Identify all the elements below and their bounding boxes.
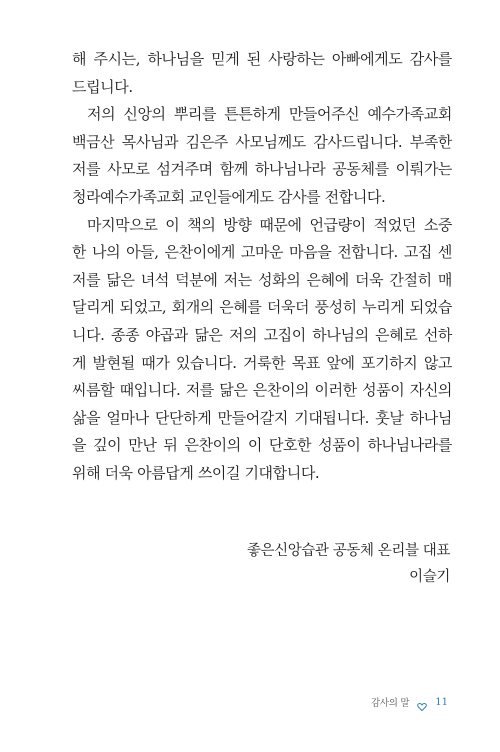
text-line: 드립니다.: [72, 77, 133, 96]
text-line: 청라예수가족교회 교인들에게도 감사를 전합니다.: [72, 187, 386, 206]
text-line: 달리게 되었고, 회개의 은혜를 더욱더 풍성히 누리게 되었습: [72, 298, 452, 317]
signature-block: [247, 538, 450, 590]
text-line: 게 발현될 때가 있습니다. 거룩한 목표 앞에 포기하지 않고: [72, 353, 452, 372]
text-line: 한 나의 아들, 은찬이에게 고마운 마음을 전합니다. 고집 센: [72, 243, 452, 262]
text-line: 저를 사모로 섬겨주며 함께 하나님나라 공동체를 이뤄가는: [72, 160, 452, 179]
body-text: [72, 46, 452, 488]
text-line: 씨름할 때입니다. 저를 닮은 은찬이의 이러한 성품이 자신의: [72, 381, 452, 400]
text-line: 마지막으로 이 책의 방향 때문에 언급량이 적었던 소중: [87, 215, 452, 234]
page-number: 11: [435, 696, 448, 708]
text-line: 삶을 얼마나 단단하게 만들어갈지 기대됩니다. 훗날 하나님: [72, 408, 452, 427]
text-line: 저를 닮은 녀석 덕분에 저는 성화의 은혜에 더욱 간절히 매: [72, 270, 452, 289]
signature-name: 이슬기: [409, 569, 450, 585]
page-footer: [371, 695, 448, 709]
text-line: 해 주시는, 하나님을 믿게 된 사랑하는 아빠에게도 감사를: [72, 50, 452, 68]
text-line: 백금산 목사님과 김은주 사모님께도 감사드립니다. 부족한: [72, 132, 452, 151]
text-line: 을 깊이 만난 뒤 은찬이의 이 단호한 성품이 하나님나라를: [72, 436, 452, 455]
heart-icon: [417, 697, 427, 707]
text-line: 위해 더욱 아름답게 쓰이길 기대합니다.: [72, 463, 320, 482]
footer-section-label: 감사의 말: [371, 698, 410, 709]
text-line: 니다. 종종 야곱과 닮은 저의 고집이 하나님의 은혜로 선하: [72, 325, 452, 344]
text-line: 저의 신앙의 뿌리를 튼튼하게 만들어주신 예수가족교회: [87, 105, 452, 124]
signature-organization: 좋은신앙습관 공동체 온리블 대표: [246, 543, 450, 559]
